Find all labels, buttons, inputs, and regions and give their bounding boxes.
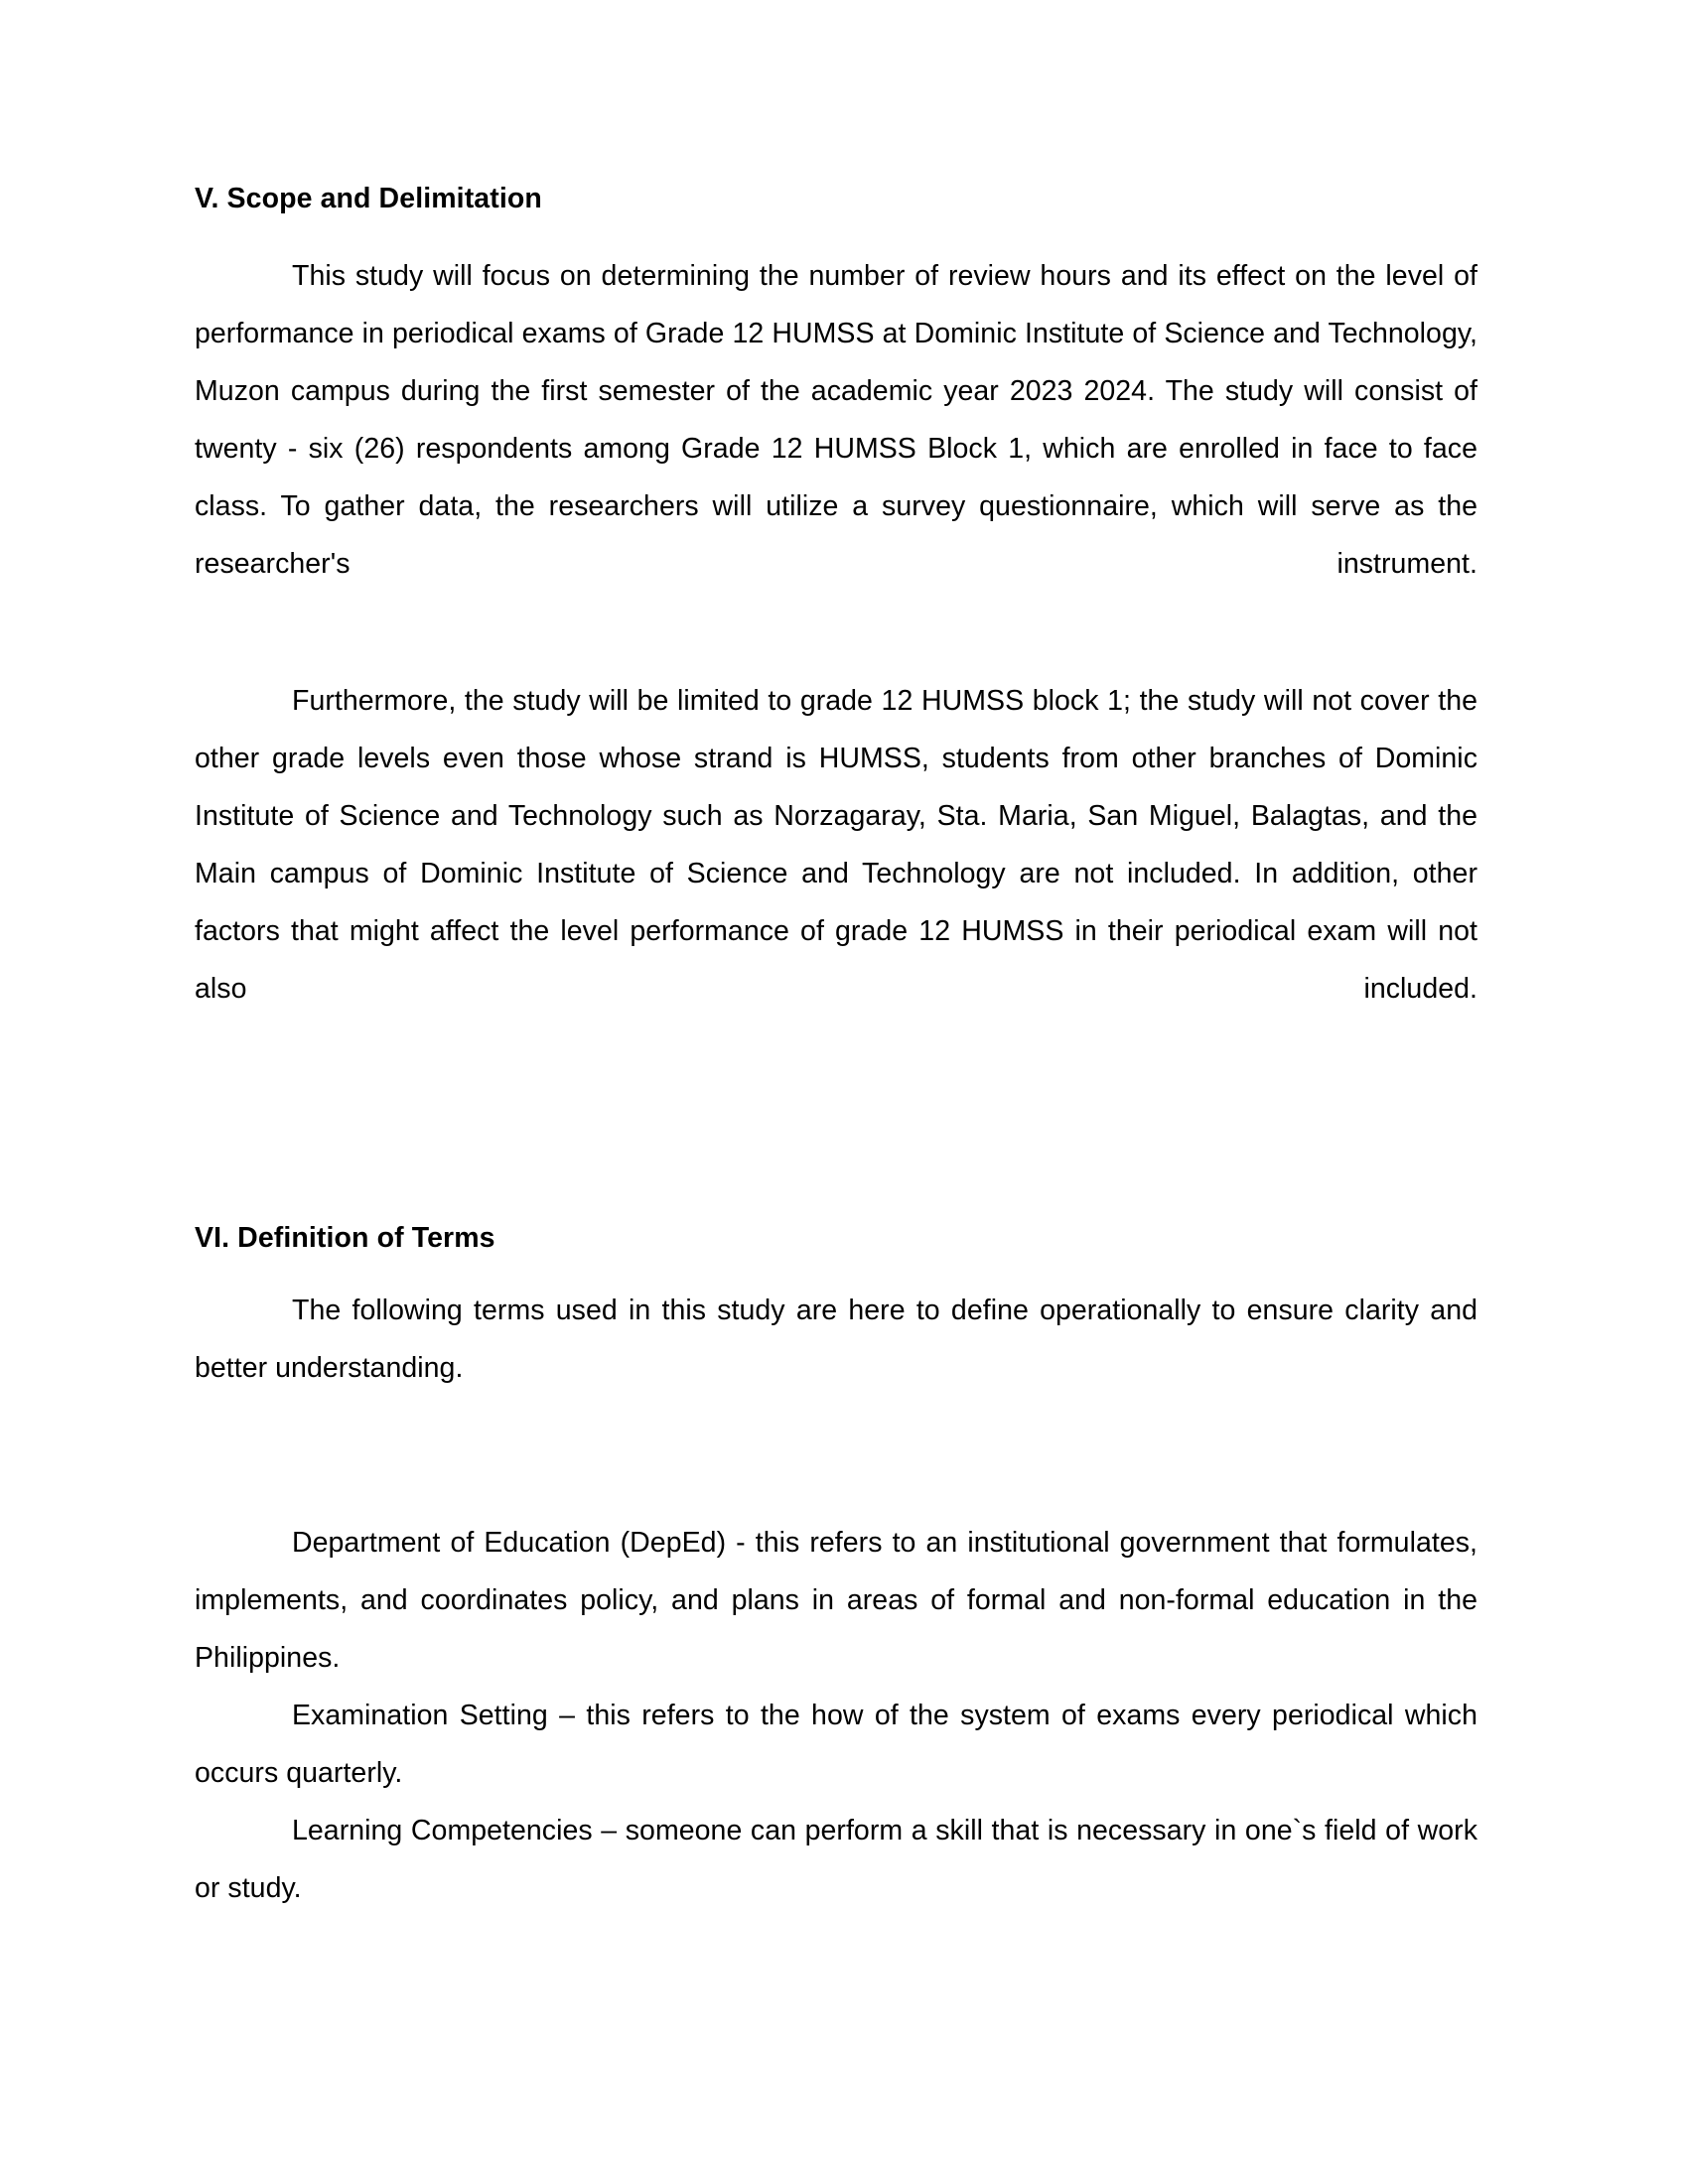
section-heading-definition-of-terms: VI. Definition of Terms <box>195 1221 495 1254</box>
spacer <box>195 1252 1477 1282</box>
spacer <box>195 650 1477 672</box>
page-content <box>195 185 1477 1917</box>
scope-paragraph-1: This study will focus on determining the number of review hours and its effect on the level of performance in periodical exams of Grade 12 HUMSS at Dominic Institute of Science and Technology, Muzon campus during the first semester of the academic year 2023 2024. The study will consist of twenty - six (26) respondents among Grade 12 HUMSS Block 1, which are enrolled in face to face class. To gather data, the researchers will utilize a survey questionnaire, which will serve as the researcher's instrument. <box>195 259 1477 580</box>
definition-examination-setting: Examination Setting – this refers to the how of the system of exams every periodical which occurs quarterly. <box>195 1700 1477 1789</box>
spacer <box>195 1075 1477 1224</box>
definition-learning-competencies: Learning Competencies – someone can perform a skill that is necessary in one`s field of work or study. <box>195 1815 1477 1904</box>
definition-of-terms-intro: The following terms used in this study are here to define operationally to ensure clarity and better understanding. <box>195 1295 1477 1384</box>
spacer <box>195 1397 1477 1514</box>
definition-department-of-education: Department of Education (DepEd) - this refers to an institutional government that formulates, implements, and coordinates policy, and plans in areas of formal and non-formal education in the Philippines. <box>195 1527 1477 1674</box>
section-heading-scope-and-delimitation: V. Scope and Delimitation <box>195 183 542 214</box>
spacer <box>195 213 1477 247</box>
scope-paragraph-2: Furthermore, the study will be limited to grade 12 HUMSS block 1; the study will not cover the other grade levels even those whose strand is HUMSS, students from other branches of Dominic Institute of Science and Technology such as Norzagaray, Sta. Maria, San Miguel, Balagtas, and the Main campus of Dominic Institute of Science and Technology are not included. In addition, other factors that might affect the level performance of grade 12 HUMSS in their periodical exam will not also included. <box>195 684 1477 1005</box>
